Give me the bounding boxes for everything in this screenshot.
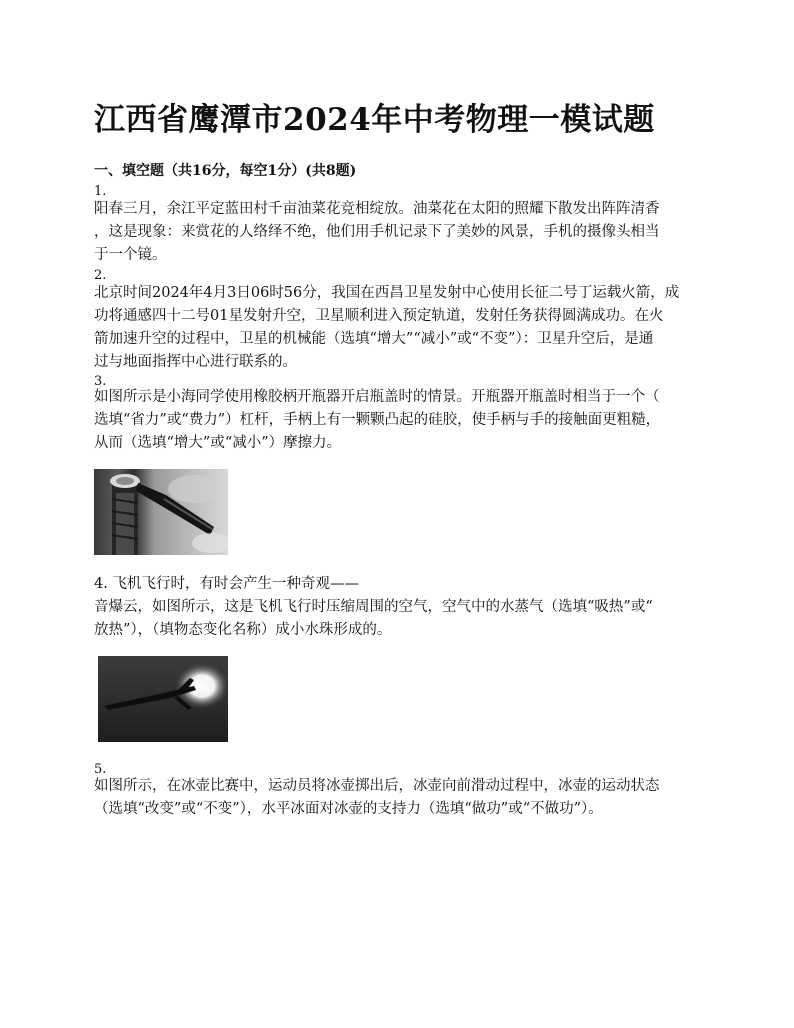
question-5-line: （选填“改变”或“不变”），水平冰面对冰壶的支持力（选填“做功”或“不做功”）。 xyxy=(94,801,603,817)
sonic-boom-photo xyxy=(98,656,228,742)
question-3-text xyxy=(94,386,706,455)
question-4-line: 音爆云，如图所示，这是飞机飞行时压缩周围的空气，空气中的水蒸气（选填“吸热”或“ xyxy=(94,599,653,615)
page-title: 江西省鹰潭市2024年中考物理一模试题 xyxy=(94,102,655,138)
question-2-number: 2. xyxy=(94,268,107,283)
question-1-line: ，这是现象：来赏花的人络绎不绝，他们用手机记录下了美妙的风景，手机的摄像头相当 xyxy=(94,224,660,240)
question-4-line: 4. 飞机飞行时，有时会产生一种奇观—— xyxy=(94,576,359,592)
question-5-text xyxy=(94,775,706,821)
question-2-text xyxy=(94,282,706,374)
question-2-line: 过与地面指挥中心进行联系的。 xyxy=(94,354,297,370)
question-4-text xyxy=(94,573,706,642)
question-2-line: 箭加速升空的过程中，卫星的机械能（选填“增大”“减小”或“不变”）：卫星升空后，是通 xyxy=(94,331,654,347)
question-5-number: 5. xyxy=(94,762,107,777)
question-1-text xyxy=(94,198,706,267)
question-3-line: 选填“省力”或“费力”）杠杆，手柄上有一颗颗凸起的硅胶，使手柄与手的接触面更粗糙， xyxy=(94,412,661,428)
question-3-number: 3. xyxy=(94,374,107,389)
question-3-line: 从而（选填“增大”或“减小”）摩擦力。 xyxy=(94,435,342,451)
section-heading: 一、填空题（共16分，每空1分）(共8题) xyxy=(94,163,357,179)
question-4-line: 放热”），（填物态变化名称）成小水珠形成的。 xyxy=(94,622,392,638)
question-3-line: 如图所示是小海同学使用橡胶柄开瓶器开启瓶盖时的情景。开瓶器开瓶盖时相当于一个（ xyxy=(94,389,660,405)
question-1-line: 于一个镜。 xyxy=(94,247,167,263)
question-5-line: 如图所示，在冰壶比赛中，运动员将冰壶掷出后，冰壶向前滑动过程中，冰壶的运动状态 xyxy=(94,778,660,794)
question-1-line: 阳春三月，余江平定蓝田村千亩油菜花竞相绽放。油菜花在太阳的照耀下散发出阵阵清香 xyxy=(94,201,660,217)
question-1-number: 1. xyxy=(94,184,107,199)
question-2-line: 北京时间2024年4月3日06时56分，我国在西昌卫星发射中心使用长征二号丁运载火箭，成 xyxy=(94,285,680,301)
bottle-opener-photo xyxy=(94,469,228,555)
question-2-line: 功将通感四十二号01星发射升空，卫星顺利进入预定轨道，发射任务获得圆满成功。在火 xyxy=(94,308,664,324)
